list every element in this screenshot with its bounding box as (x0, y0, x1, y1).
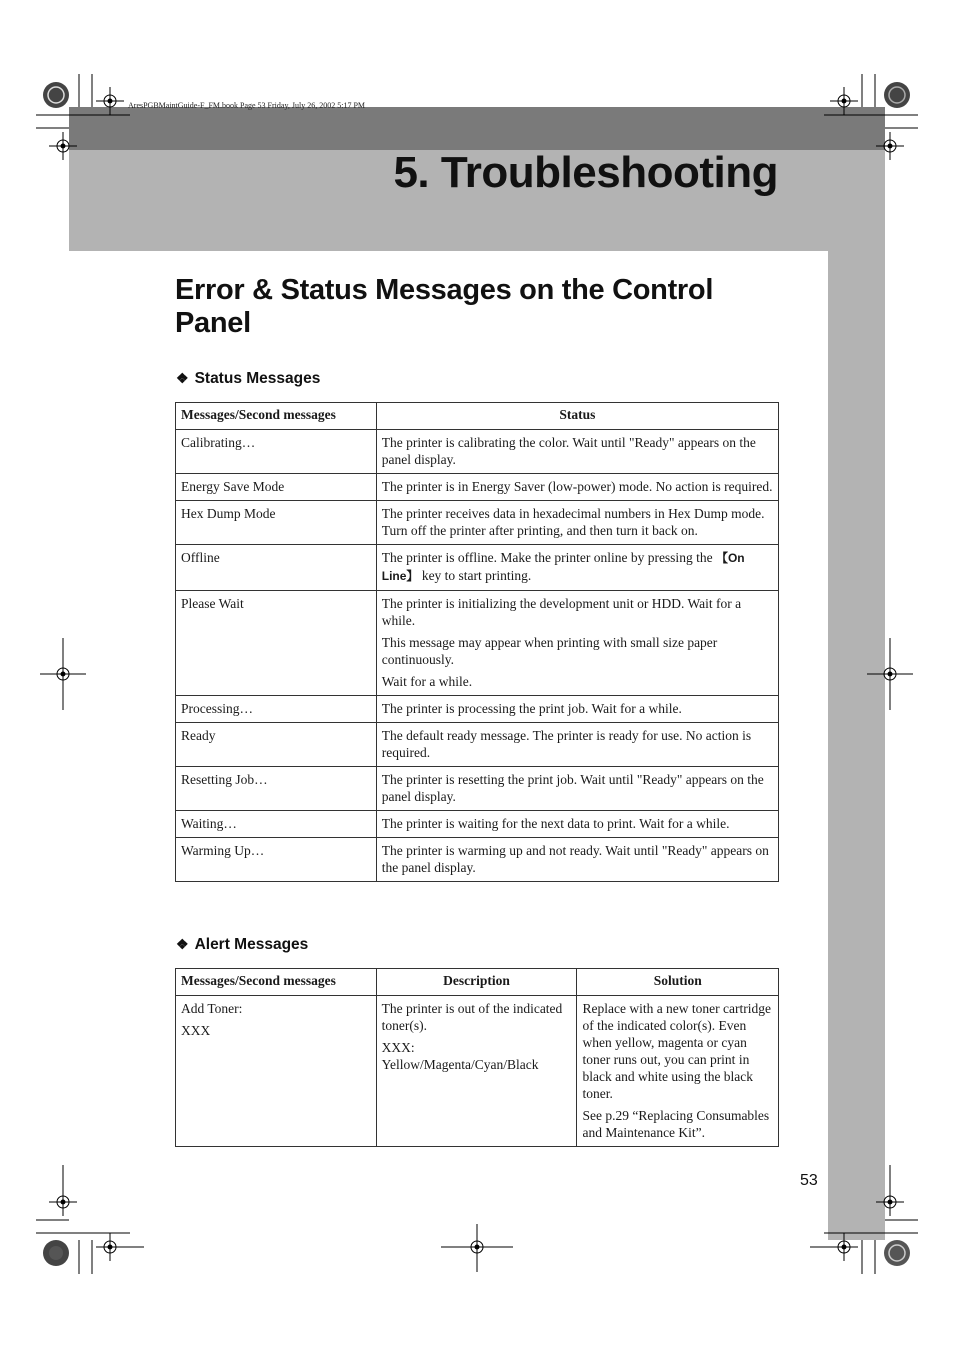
status-text: The printer receives data in hexadecimal numbers in Hex Dump mode. Turn off the printer after printing, and then turn it back on. (381, 506, 765, 538)
message-cell: Hex Dump Mode (176, 501, 377, 545)
diamond-bullet-icon: ❖ (176, 936, 189, 952)
message-cell: Please Wait (176, 591, 377, 696)
section-title: Error & Status Messages on the Control Panel (175, 274, 714, 339)
status-text: The default ready message. The printer is ready for use. No action is required. (381, 728, 752, 760)
chapter-title: 5. Troubleshooting (393, 148, 778, 197)
status-text-pre: The printer is offline. Make the printer online by pressing the (381, 550, 716, 565)
online-key-label: 【On Line】 (381, 551, 745, 583)
message-cell: Ready (176, 723, 377, 767)
message-cell: Warming Up… (176, 838, 377, 882)
status-text: The printer is in Energy Saver (low-power) mode. No action is required. (381, 479, 773, 494)
message-cell: Waiting… (176, 811, 377, 838)
message-cell: Processing… (176, 696, 377, 723)
message-cell: Calibrating… (176, 430, 377, 474)
page-number: 53 (800, 1172, 818, 1189)
col-header-status: Status (376, 403, 778, 430)
status-text: The printer is processing the print job. Wait for a while. (381, 701, 682, 716)
status-text-post: key to start printing. (418, 568, 532, 583)
col-header-message: Messages/Second messages (176, 403, 377, 430)
message-text: XXX (181, 1023, 211, 1038)
message-cell: Resetting Job… (176, 767, 377, 811)
status-heading-text: Status Messages (194, 370, 321, 387)
message-cell: Energy Save Mode (176, 474, 377, 501)
description-text: XXX: Yellow/Magenta/Cyan/Black (381, 1040, 539, 1072)
solution-text: Replace with a new toner cartridge of the indicated color(s). Even when yellow, magenta or cyan toner runs out, you can print in black and white using the black toner. (582, 1001, 772, 1101)
book-info: AresPGBMaintGuide-F_FM.book Page 53 Friday, July 26, 2002 5:17 PM (128, 101, 366, 110)
message-text: Add Toner: (181, 1001, 243, 1016)
status-text: The printer is calibrating the color. Wait until "Ready" appears on the panel display. (381, 435, 756, 467)
col-header-message: Messages/Second messages (176, 969, 377, 996)
description-text: The printer is out of the indicated toner(s). (381, 1001, 563, 1033)
status-text: The printer is warming up and not ready. Wait until "Ready" appears on the panel display. (381, 843, 769, 875)
status-text: The printer is initializing the development unit or HDD. Wait for a while. (381, 596, 742, 628)
message-cell: Offline (176, 545, 377, 591)
status-text: This message may appear when printing with small size paper continuously. (381, 635, 718, 667)
diamond-bullet-icon: ❖ (176, 370, 189, 386)
status-text: Wait for a while. (381, 674, 473, 689)
solution-text: See p.29 “Replacing Consumables and Maintenance Kit”. (582, 1108, 770, 1140)
status-text: The printer is waiting for the next data to print. Wait for a while. (381, 816, 730, 831)
status-text: The printer is resetting the print job. Wait until "Ready" appears on the panel display. (381, 772, 764, 804)
col-header-solution: Solution (577, 969, 779, 996)
alert-heading-text: Alert Messages (194, 936, 309, 953)
col-header-description: Description (376, 969, 577, 996)
